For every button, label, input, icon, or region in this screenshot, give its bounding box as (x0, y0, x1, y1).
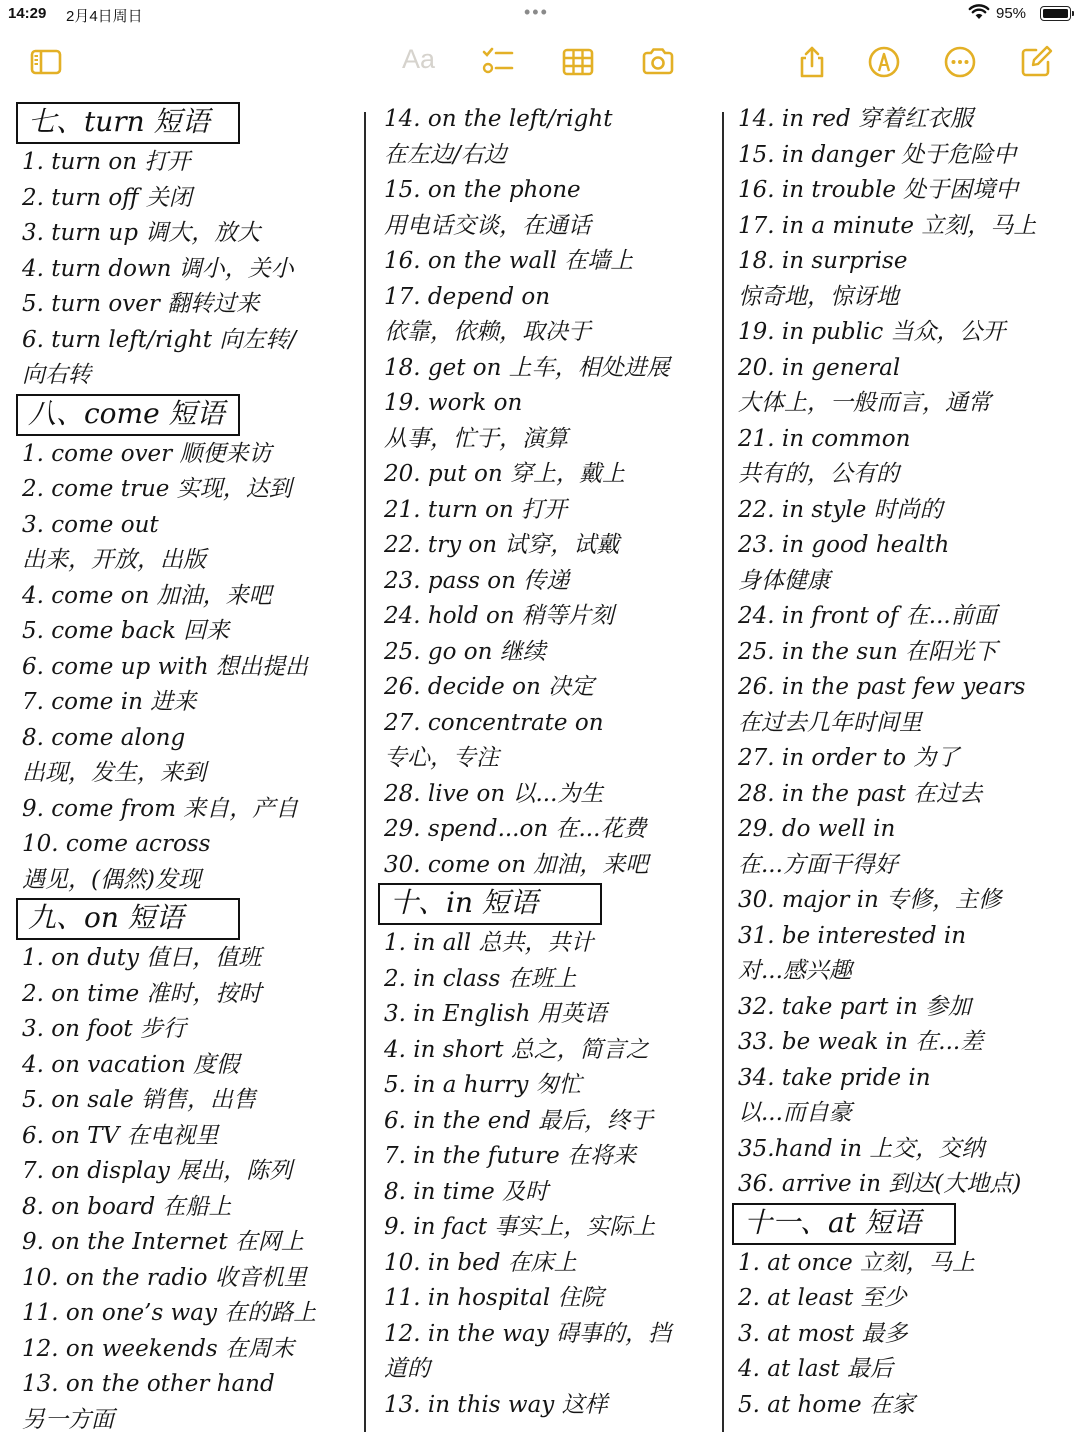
phrase-line: 在过去几年时间里 (738, 709, 922, 736)
phrase-line: 向右转 (22, 362, 91, 388)
phrase-line: 3. turn up 调大，放大 (22, 220, 261, 246)
phrase-line: 8. in time 及时 (384, 1178, 549, 1205)
phrase-line: 17. in a minute 立刻，马上 (738, 212, 1037, 239)
section-header-on: 九、on 短语 (16, 898, 240, 940)
phrase-line: 3. on foot 步行 (22, 1016, 186, 1042)
phrase-line: 12. in the way 碍事的，挡 (384, 1320, 672, 1347)
phrase-line: 8. on board 在船上 (22, 1193, 232, 1220)
phrase-line: 6. in the end 最后，终于 (384, 1107, 654, 1134)
phrase-line: 5. in a hurry 匆忙 (384, 1072, 582, 1098)
phrase-line: 10. in bed 在床上 (384, 1249, 577, 1276)
phrase-line: 21. in common (738, 425, 911, 452)
phrase-line: 15. in danger 处于危险中 (738, 141, 1017, 168)
share-icon[interactable] (794, 44, 830, 80)
phrase-line: 5. at home 在家 (738, 1391, 915, 1418)
phrase-line: 9. in fact 事实上，实际上 (384, 1214, 656, 1240)
phrase-line: 13. in this way 这样 (384, 1391, 608, 1418)
phrase-line: 23. pass on 传递 (384, 567, 570, 594)
phrase-line: 7. come in 进来 (22, 689, 197, 715)
section-header-in: 十、in 短语 (378, 883, 602, 925)
phrase-line: 6. turn left/right 向左转/ (22, 326, 297, 353)
camera-icon[interactable] (640, 44, 676, 80)
phrase-line: 2. turn off 关闭 (22, 184, 192, 211)
notes-toolbar (0, 36, 1080, 86)
phrase-line: 28. live on 以...为生 (384, 780, 604, 807)
battery-percent: 95% (996, 5, 1027, 22)
status-bar (0, 0, 1080, 28)
status-time: 14:29 (8, 5, 47, 22)
phrase-line: 遇见，(偶然)发现 (22, 866, 201, 893)
phrase-line: 25. in the sun 在阳光下 (738, 638, 998, 665)
phrase-line: 29. do well in (738, 816, 896, 842)
column-divider (364, 112, 366, 1432)
phrase-line: 34. take pride in (738, 1064, 931, 1091)
phrase-line: 12. on weekends 在周末 (22, 1335, 294, 1362)
phrase-line: 17. depend on (384, 283, 551, 310)
format-text-button[interactable]: Aa (402, 44, 436, 74)
note-column-3 (732, 102, 1076, 1423)
note-canvas[interactable] (0, 98, 1080, 1440)
phrase-line: 15. on the phone (384, 177, 581, 203)
compose-icon[interactable] (1018, 44, 1054, 80)
phrase-line: 35.hand in 上交，交纳 (738, 1135, 985, 1162)
note-column-2 (378, 102, 724, 1423)
wifi-icon (968, 3, 990, 25)
phrase-line: 2. on time 准时，按时 (22, 980, 262, 1007)
phrase-line: 依靠，依赖，取决于 (384, 319, 591, 345)
table-icon[interactable] (560, 44, 596, 80)
markup-icon[interactable] (866, 44, 902, 80)
phrase-line: 出现，发生，来到 (22, 760, 206, 786)
phrase-line: 1. in all 总共，共计 (384, 930, 594, 956)
phrase-line: 30. major in 专修，主修 (738, 887, 1002, 913)
phrase-line: 14. on the left/right (384, 106, 613, 132)
phrase-line: 30. come on 加油，来吧 (384, 851, 649, 878)
phrase-line: 20. put on 穿上，戴上 (384, 461, 625, 487)
note-column-1 (16, 102, 364, 1438)
sidebar-icon[interactable] (28, 44, 64, 80)
phrase-line: 8. come along (22, 724, 186, 751)
phrase-line: 20. in general (738, 354, 901, 381)
phrase-line: 29. spend...on 在...花费 (384, 816, 647, 842)
phrase-line: 4. on vacation 度假 (22, 1051, 240, 1078)
phrase-line: 1. on duty 值日，值班 (22, 945, 262, 971)
phrase-line: 16. on the wall 在墙上 (384, 248, 634, 274)
phrase-line: 3. come out (22, 511, 159, 538)
phrase-line: 24. hold on 稍等片刻 (384, 603, 614, 629)
phrase-line: 5. on sale 销售，出售 (22, 1087, 257, 1113)
phrase-line: 18. in surprise (738, 248, 908, 274)
phrase-line: 在左边/右边 (384, 141, 507, 168)
phrase-line: 31. be interested in (738, 922, 967, 949)
phrase-line: 共有的，公有的 (738, 461, 899, 487)
phrase-line: 9. on the Internet 在网上 (22, 1229, 304, 1255)
phrase-line: 惊奇地，惊讶地 (738, 283, 899, 310)
phrase-line: 专心，专注 (384, 745, 499, 771)
phrase-line: 11. in hospital 住院 (384, 1285, 604, 1311)
phrase-line: 19. work on (384, 390, 523, 416)
phrase-line: 5. turn over 翻转过来 (22, 291, 260, 317)
phrase-line: 用电话交谈，在通话 (384, 212, 591, 239)
phrase-line: 4. at last 最后 (738, 1356, 893, 1382)
phrase-line: 28. in the past 在过去 (738, 780, 983, 807)
phrase-line: 22. in style 时尚的 (738, 496, 943, 523)
phrase-line: 13. on the other hand (22, 1371, 275, 1397)
phrase-line: 1. at once 立刻，马上 (738, 1249, 975, 1276)
status-date: 2月4日周日 (66, 8, 143, 25)
phrase-line: 另一方面 (22, 1406, 114, 1433)
phrase-line: 18. get on 上车，相处进展 (384, 354, 670, 381)
phrase-line: 7. on display 展出，陈列 (22, 1158, 293, 1184)
phrase-line: 26. in the past few years (738, 674, 1026, 700)
phrase-line: 33. be weak in 在...差 (738, 1029, 984, 1055)
battery-icon (1040, 6, 1071, 21)
phrase-line: 27. in order to 为了 (738, 745, 960, 771)
phrase-line: 22. try on 试穿，试戴 (384, 532, 620, 558)
phrase-line: 27. concentrate on (384, 709, 604, 736)
phrase-line: 10. come across (22, 831, 211, 857)
phrase-line: 24. in front of 在...前面 (738, 603, 997, 629)
multitasking-dots-icon[interactable]: ••• (524, 2, 549, 22)
phrase-line: 身体健康 (738, 567, 830, 594)
phrase-line: 9. come from 来自，产自 (22, 795, 299, 822)
phrase-line: 23. in good health (738, 532, 950, 558)
phrase-line: 19. in public 当众，公开 (738, 319, 1006, 345)
phrase-line: 对...感兴趣 (738, 958, 852, 984)
phrase-line: 26. decide on 决定 (384, 674, 595, 700)
phrase-line: 5. come back 回来 (22, 618, 230, 644)
section-header-come: 八、come 短语 (16, 394, 240, 436)
phrase-line: 3. in English 用英语 (384, 1001, 607, 1027)
phrase-line: 16. in trouble 处于困境中 (738, 177, 1019, 203)
section-header-at: 十一、at 短语 (732, 1203, 956, 1245)
phrase-line: 出来，开放，出版 (22, 547, 206, 573)
phrase-line: 10. on the radio 收音机里 (22, 1264, 307, 1291)
phrase-line: 11. on one’s way 在的路上 (22, 1300, 317, 1326)
phrase-line: 7. in the future 在将来 (384, 1143, 637, 1169)
checklist-icon[interactable] (480, 44, 516, 80)
phrase-line: 2. come true 实现，达到 (22, 476, 292, 502)
phrase-line: 36. arrive in 到达(大地点) (738, 1171, 1022, 1197)
phrase-line: 2. in class 在班上 (384, 965, 577, 992)
phrase-line: 在...方面干得好 (738, 851, 898, 878)
phrase-line: 1. turn on 打开 (22, 149, 191, 175)
phrase-line: 6. on TV 在电视里 (22, 1122, 219, 1149)
phrase-line: 1. come over 顺便来访 (22, 440, 272, 467)
phrase-line: 大体上，一般而言，通常 (738, 390, 991, 416)
phrase-line: 6. come up with 想出提出 (22, 653, 308, 680)
phrase-line: 4. come on 加油，来吧 (22, 582, 272, 609)
section-header-turn: 七、turn 短语 (16, 102, 240, 144)
phrase-line: 以...而自豪 (738, 1100, 852, 1126)
phrase-line: 2. at least 至少 (738, 1285, 907, 1311)
phrase-line: 道的 (384, 1356, 430, 1382)
phrase-line: 4. turn down 调小，关小 (22, 255, 294, 282)
phrase-line: 14. in red 穿着红衣服 (738, 106, 974, 132)
phrase-line: 21. turn on 打开 (384, 496, 568, 523)
phrase-line: 25. go on 继续 (384, 638, 546, 665)
phrase-line: 32. take part in 参加 (738, 993, 972, 1020)
more-icon[interactable] (942, 44, 978, 80)
phrase-line: 3. at most 最多 (738, 1320, 908, 1347)
phrase-line: 4. in short 总之，简言之 (384, 1036, 649, 1063)
phrase-line: 从事，忙于，演算 (384, 425, 568, 452)
